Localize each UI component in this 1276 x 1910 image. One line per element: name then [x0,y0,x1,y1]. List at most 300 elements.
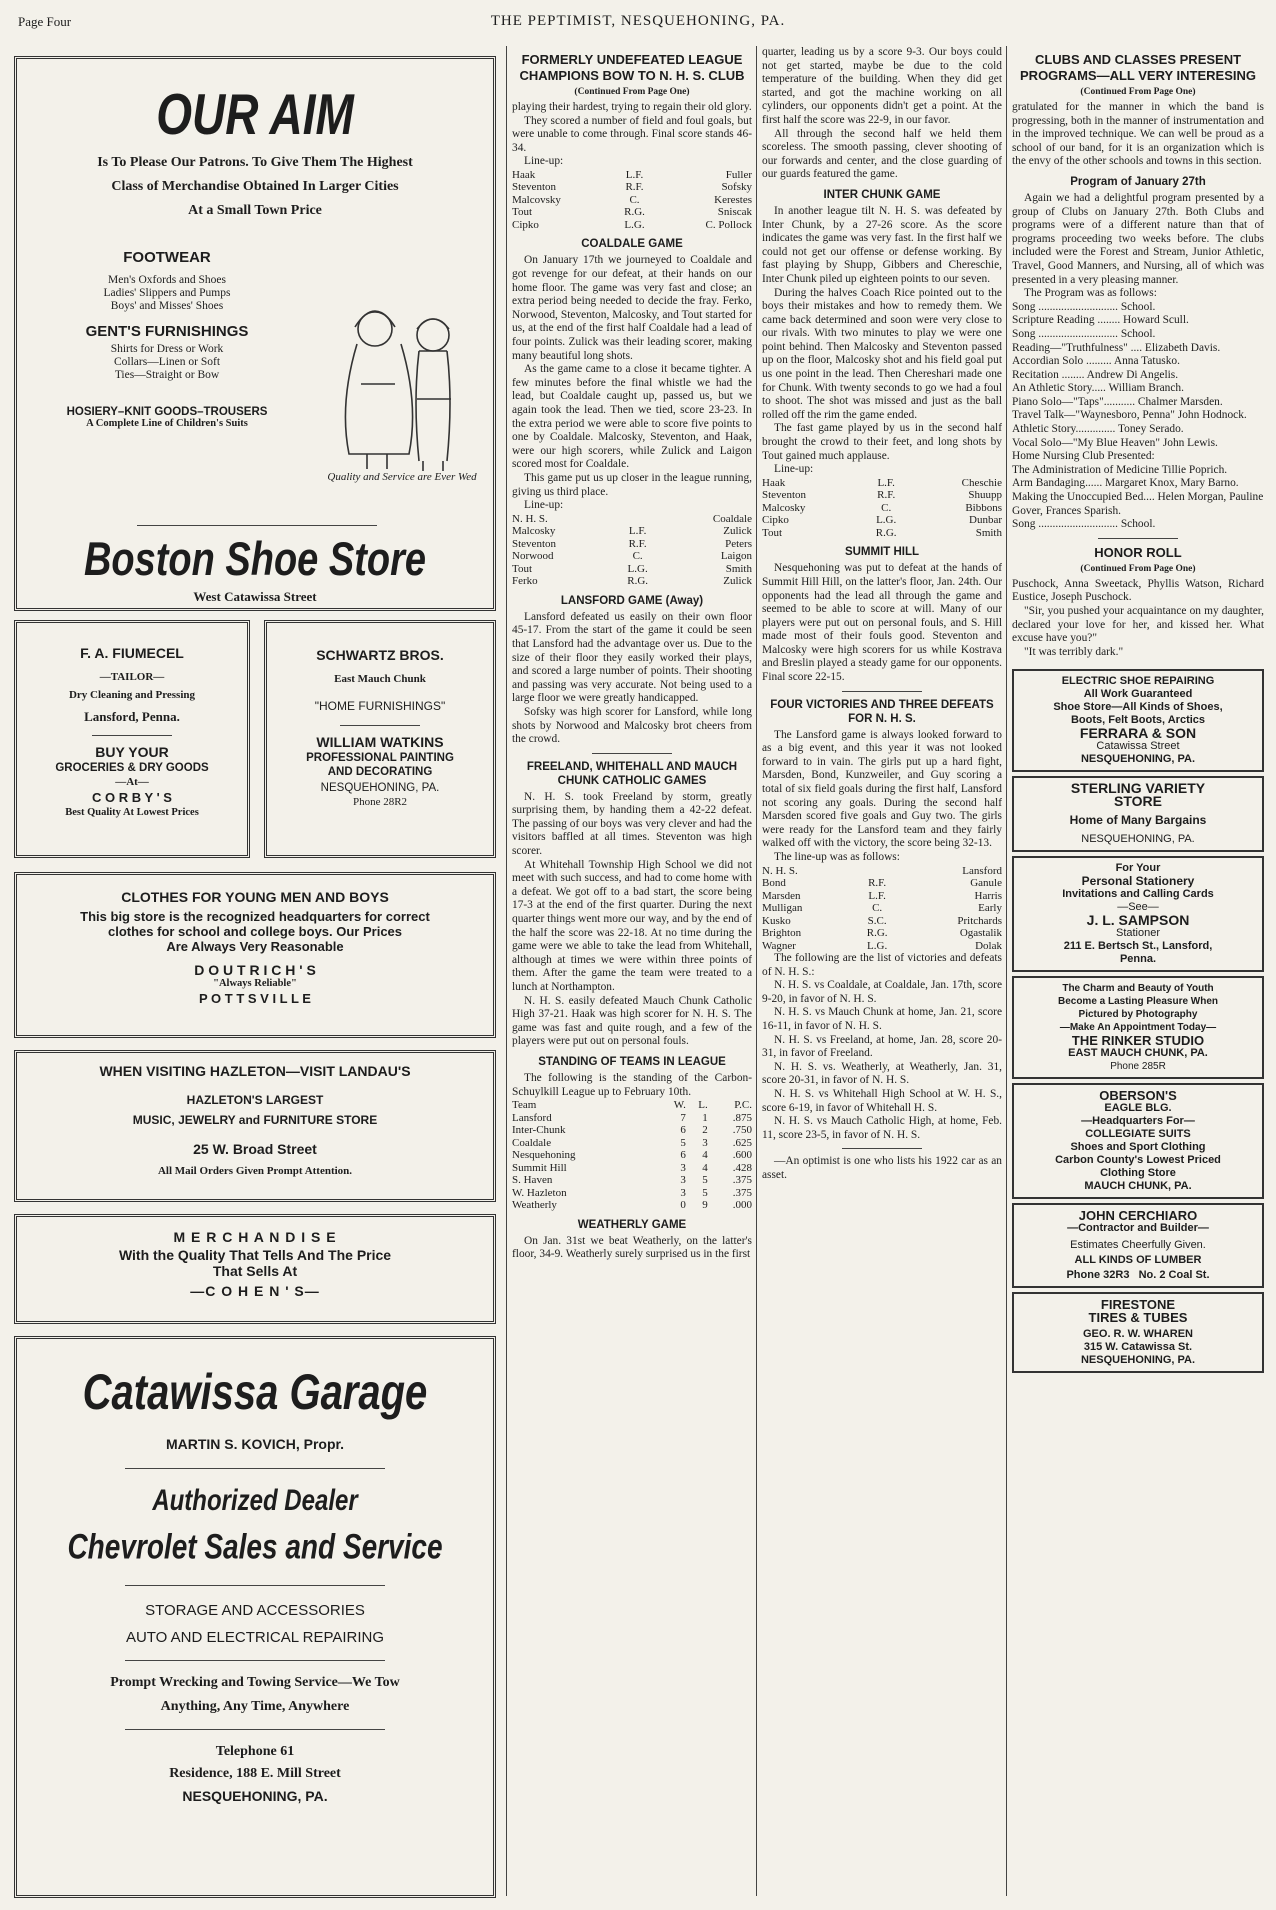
table-cell: C. [881,501,892,514]
table-cell: L.G. [867,939,888,952]
table-cell: R.G. [627,575,649,588]
table-cell: R.F. [628,537,647,550]
section-headline: FOUR VICTORIES AND THREE DEFEATS FOR N. H. S. [770,698,994,725]
program-item: Making the Unoccupied Bed.... Helen Morgan, Pauline Gover, Frances Sparish. [1012,491,1264,517]
cerchiaro-line: ALL KINDS OF LUMBER [1074,1254,1202,1267]
table-cell: L.F. [625,168,644,181]
section-headline: SUMMIT HILL [844,546,920,559]
ferrara-name: FERRARA & SON [1079,725,1197,742]
table-header-cell: N. H. S. [762,864,798,877]
table-row [762,927,1002,940]
garage-line: Prompt Wrecking and Towing Service—We Tow [110,1675,400,1690]
garage-phone: Telephone 61 [215,1744,295,1759]
table-header-cell [614,513,662,526]
fiumecel-name: F. A. FIUMECEL [80,645,184,661]
table-row [512,1162,752,1175]
program-item: The Administration of Medicine Tillie Poprich. [1012,463,1228,476]
footwear-line: Men's Oxfords and Shoes [107,274,227,286]
sampson-line: Penna. [1119,953,1157,966]
article-headline: HONOR ROLL [1094,544,1182,560]
sports-column [512,46,752,1896]
garage-proprietor: MARTIN S. KOVICH, Propr. [165,1436,345,1452]
table-cell: Bond [762,877,786,890]
table-cell: Marsden [762,889,801,902]
article-paragraph: "Sir, you pushed your acquaintance on my daughter, declared your love for her, and kissed her. What excuse have you?" [1012,605,1264,645]
table-cell: Mulligan [762,902,803,915]
table-row [512,1137,752,1150]
gents-furnishings-heading: GENT'S FURNISHINGS [85,323,249,340]
illustration-caption: Quality and Service are Ever Wed [327,471,477,483]
program-item: Reading—"Truthfulness" .... Elizabeth Davis. [1012,341,1221,354]
table-cell: Steventon [512,537,556,550]
table-row [512,1199,752,1212]
table-cell: L.F. [868,889,886,902]
table-cell: 2 [702,1124,708,1137]
table-cell: Dolak [975,939,1002,952]
table-cell: 6 [680,1124,686,1137]
oberson-line: —Headquarters For— [1081,1115,1195,1128]
table-cell: L.F. [628,525,647,538]
table-header-cell: Coaldale [712,512,752,525]
garage-line: NESQUEHONING, PA. [182,1788,328,1804]
wharen-line: 315 W. Catawissa St. [1083,1341,1193,1354]
table-cell: Kusko [762,914,791,927]
table-cell: Brighton [762,927,802,940]
ferrara-line: NESQUEHONING, PA. [1080,753,1196,766]
cerchiaro-phone: Phone 32R3 [1066,1269,1130,1282]
watkins-line: AND DECORATING [327,766,433,778]
table-cell: 5 [702,1186,708,1199]
divider [842,691,922,692]
program-item: Vocal Solo—"My Blue Heaven" John Lewis. [1012,436,1218,449]
table-cell: Inter-Chunk [512,1124,566,1137]
article-paragraph: The Lansford game is always looked forward to as a big event, and this year it was not looked forward to in vain. The girls put up a hard fight, Marsden, Bond, Kunzweiler, and Guy scoring a total of six field goals during the first half, Lansford not scoring any goals. During the second half Marsden scored five goals and Guy two. The girls were ready for the Lansford team and they fairly walked off with the victory, the score being 32-13. [762,728,1002,850]
lineup-table [762,865,1002,953]
article-paragraph: "It was terribly dark." [1024,645,1124,658]
landau-line: 25 W. Broad Street [193,1141,317,1157]
gents-line: Ties—Straight or Bow [114,369,220,381]
landau-line: MUSIC, JEWELRY and FURNITURE STORE [132,1113,378,1127]
table-cell: S.C. [867,914,887,927]
table-cell: R.F. [868,877,887,890]
program-item: An Athletic Story..... William Branch. [1012,382,1184,395]
doutrich-name: D O U T R I C H ' S [194,962,316,978]
program-item: Accordian Solo ......... Anna Tatusko. [1012,355,1180,368]
section-headline: LANSFORD GAME (Away) [560,594,704,607]
doutrich-line: clothes for school and college boys. Our Prices [107,924,403,939]
fiumecel-line: —TAILOR— [99,671,165,683]
program-item: Home Nursing Club Presented: [1012,450,1155,463]
table-row [762,915,1002,928]
table-row [512,1187,752,1200]
oberson-line: Carbon County's Lowest Priced [1055,1154,1221,1167]
table-cell: Weatherly [512,1199,557,1212]
table-cell: .375 [732,1174,752,1187]
table-cell: Steventon [512,181,556,194]
article-paragraph: gratulated for the manner in which the band is progressing, both in the manner of instrumentation and in the improved technique. We can well be proud as a school of our band, for it is an organization which is the envy of the other schools and towns in this section. [1012,101,1264,168]
table-row [762,877,1002,890]
table-cell: 5 [702,1174,708,1187]
wharen-line: TIRES & TUBES [1088,1310,1188,1326]
cohen-line: M E R C H A N D I S E [173,1229,337,1245]
doutrich-ad [14,872,496,1038]
table-cell: Zulick [723,575,752,588]
cerchiaro-ad [1012,1203,1264,1288]
table-cell: 0 [680,1199,686,1212]
boston-shoe-store-ad [14,56,496,611]
table-header-cell: Lansford [962,864,1002,877]
article-paragraph: playing their hardest, trying to regain their old glory. [512,101,752,113]
table-row [762,514,1002,527]
program-item: Scripture Reading ........ Howard Scull. [1012,314,1189,327]
table-header-cell: L. [698,1099,708,1112]
table-cell: Malcovsky [512,193,561,206]
table-row [512,538,752,551]
rinker-line: —Make An Appointment Today— [1059,1022,1217,1034]
table-cell: R.F. [625,181,644,194]
table-cell: Nesquehoning [512,1149,576,1162]
table-cell: C. Pollock [705,218,752,231]
schwartz-line: East Mauch Chunk [334,673,426,685]
table-row [512,1174,752,1187]
rinker-line: Phone 285R [1110,1061,1166,1073]
table-row [512,1124,752,1137]
table-cell: C. [632,550,643,563]
doutrich-line: P O T T S V I L L E [199,991,311,1006]
program-item: Travel Talk—"Waynesboro, Penna" John Hodnock. [1012,409,1247,422]
program-item: Recitation ........ Andrew Di Angelis. [1012,368,1179,381]
continued-note: (Continued From Page One) [574,87,690,97]
table-header-row [512,513,752,526]
footwear-line: Ladies' Slippers and Pumps [103,287,231,299]
rinker-ad [1012,976,1264,1079]
table-cell: Ogastalik [959,927,1002,940]
watkins-line: PROFESSIONAL PAINTING [306,752,454,764]
sampson-line: —See— [1117,901,1159,914]
sampson-line: For Your [1115,862,1161,875]
article-paragraph: As the game came to a close it became tighter. A few minutes before the final whistle we had the lead, but Coaldale caught up, passed us, but we again took the lead. Then we tied, score 23-23. In the extra period we were able to score five points to one by Coaldale. Malcosky, Steventon, and Haak, were our high scorers, while Zulick and Laigon scored most for Coaldale. [512,363,752,471]
table-cell: 4 [702,1149,708,1162]
article-paragraph: The fast game played by us in the second half brought the crowd to their feet, and long shots by Tout gained much applause. [762,422,1002,462]
oberson-ad [1012,1083,1264,1199]
column-rule [506,46,507,1896]
gents-line: Shirts for Dress or Work [110,343,224,355]
table-header-row [512,1099,752,1112]
landau-line: WHEN VISITING HAZLETON—VISIT LANDAU'S [99,1063,411,1079]
divider [592,753,672,754]
childrens-suits-line: A Complete Line of Children's Suits [86,418,248,429]
ferrara-line: Shoe Store—All Kinds of Shoes, [1053,701,1223,714]
article-paragraph: Nesquehoning was put to defeat at the hands of Summit Hill Hill, on the latter's floor, Jan. 24th. Our opponents had the lead all through the game and seemed to be able to score at will. Many of our players were put out on personal fouls, and S. Hill made most of their fouls good. Steventon and Malcosky were high scorers for us while Kostrava and Breslin played a steady game for our opponents. Final score 22-15. [762,562,1002,684]
table-cell: .375 [732,1186,752,1199]
oberson-line: EAGLE BLG. [1104,1102,1172,1115]
table-cell: Ferko [512,575,538,588]
article-paragraph: During the halves Coach Rice pointed out to the boys their mistakes and how to remedy them. We came back determined and soon were very close to our rivals. With two minutes to play we were one point behind. Then Malcosky and Steventon passed up on the floor, Malcosky shot and his field goal put us one point in the lead. Then Chereshari made one for Chunk. With twenty seconds to go we had a foul to shoot. The shot was missed and just as the ball rolled off the rim the game ended. [762,286,1002,421]
footwear-heading: FOOTWEAR [123,249,211,266]
article-paragraph: The following are the list of victories and defeats of N. H. S.: [762,952,1002,978]
table-cell: Pritchards [957,914,1002,927]
article-paragraph: On January 17th we journeyed to Coaldale and got revenge for our defeat, at their hands on our home floor. The game was very fast and close; an extra period being needed to decide the fray. Ferko, Norwood, Steventon, Malcosky, and Tout started for us, at the end of the first half Coaldale had a lead of four points. Zulick was their leading scorer, making many beautiful long shots. [512,254,752,362]
section-headline: WEATHERLY GAME [577,1218,687,1231]
rinker-line: The Charm and Beauty of Youth [1062,983,1214,995]
article-paragraph: The Program was as follows: [1024,287,1157,300]
table-cell: L.G. [627,562,648,575]
table-cell: Zulick [723,525,752,538]
doutrich-line: Are Always Very Reasonable [166,939,344,954]
table-cell: Cheschie [961,476,1002,489]
article-paragraph: All through the second half we held them scoreless. The smooth passing, clever shooting of our forwards and center, and the close guarding of our guards featured the game. [762,127,1002,181]
rinker-name: THE RINKER STUDIO [1071,1033,1205,1049]
table-cell: Wagner [762,939,796,952]
table-cell: R.G. [875,526,897,539]
table-cell: Lansford [512,1111,552,1124]
table-cell: Coaldale [512,1136,552,1149]
rinker-line: EAST MAUCH CHUNK, PA. [1068,1047,1208,1060]
article-paragraph: At Whitehall Township High School we did not meet with such success, and had to come home with a defeat. We got off to a bad start, the score being 17-3 at the end of the first quarter. During the next quarter things went more our way, and by the end of the half the score was 22-18. At no time during the game were we able to take the lead from Whitehall, although at times we were within three points of them. After the game the team were treated to a lunch at Northampton. [512,858,752,993]
table-cell: Bibbons [965,501,1002,514]
corby-line: —At— [115,776,149,788]
garage-line: Anything, Any Time, Anywhere [160,1699,350,1714]
table-cell: Early [978,902,1002,915]
article-paragraph: In another league tilt N. H. S. was defeated by Inter Chunk, by a 27-26 score. As the score indicates the game was very fast. In the first half we could not get our offense or defense working. By fast playing by Shupp, Gibbers and Chereschie, Inter Chunk piled up eighteen points to our seven. [762,204,1002,285]
page-number: Page Four [18,14,72,29]
catawissa-garage-ad [14,1336,496,1898]
table-row [512,219,752,232]
garage-title: Catawissa Garage [82,1365,428,1421]
watkins-phone: Phone 28R2 [352,796,408,808]
table-cell: Shuupp [968,489,1002,502]
oberson-line: Clothing Store [1100,1167,1176,1180]
divider [125,1585,385,1586]
program-item: Song ............................ School. [1012,518,1156,531]
table-row [762,940,1002,953]
article-paragraph: This game put us up closer in the league running, giving us third place. [512,471,752,498]
table-cell: 4 [702,1161,708,1174]
table-cell: Tout [512,562,533,575]
wharen-name: GEO. R. W. WHAREN [1083,1328,1193,1341]
table-cell: Cipko [762,514,789,527]
table-header-cell: P.C. [734,1099,752,1112]
table-row [762,902,1002,915]
oberson-line: MAUCH CHUNK, PA. [1084,1180,1192,1193]
couple-illustration-icon [327,289,477,479]
table-cell: Steventon [762,489,806,502]
table-cell: R.G. [866,927,888,940]
table-cell: Peters [725,537,752,550]
doutrich-line: CLOTHES FOR YOUNG MEN AND BOYS [121,889,389,905]
doutrich-line: "Always Reliable" [213,978,297,989]
watkins-line: NESQUEHONING, PA. [320,782,440,794]
lineup-table [512,169,752,232]
table-row [512,206,752,219]
sampson-line: Personal Stationery [1081,874,1195,889]
sampson-name: J. L. SAMPSON [1086,912,1190,929]
corby-name: C O R B Y ' S [92,790,172,805]
lineup-label: Line-up: [774,463,814,476]
table-row [512,525,752,538]
landau-ad [14,1050,496,1202]
article-paragraph: Lansford defeated us easily on their own floor 45-17. From the start of the game it could be seen that Lansford had the advantage over us. Due to the size of their floor they easily worked their plays, and scored a large number of points. Their shooting and passing was very accurate. Not being used to a large floor we were greatly handicapped. [512,610,752,705]
table-cell: S. Haven [512,1174,553,1187]
column-rule [1006,46,1007,1896]
table-row [512,181,752,194]
table-cell: 1 [702,1111,708,1124]
sampson-line: Stationer [1115,927,1161,940]
article-headline: CLUBS AND CLASSES PRESENT PROGRAMS—ALL VERY INTERESING [1020,52,1256,83]
table-cell: Fuller [725,168,752,181]
table-cell: Harris [974,889,1002,902]
wharen-line: FIRESTONE [1100,1297,1176,1313]
section-headline: FREELAND, WHITEHALL AND MAUCH CHUNK CATHOLIC GAMES [526,760,738,787]
program-item: Song ............................ School. [1012,327,1156,340]
article-paragraph: —An optimist is one who lists his 1922 car as an asset. [762,1155,1002,1181]
program-item: Song ............................ School. [1012,300,1156,313]
divider [125,1660,385,1661]
table-row [512,575,752,588]
article-paragraph: Again we had a delightful program presented by a group of Clubs on January 27th. Both Clubs and programs were of a different nature than that of programs proceeding two weeks before. The clubs included were the Forest and Stream, Junior Athletic, Travel, Good Manners, and Nursing, all of which was presented in a very pleasing manner. [1012,191,1264,286]
rinker-line: Become a Lasting Pleasure When [1057,996,1219,1008]
aim-line-2: Class of Merchandise Obtained In Larger Cities [111,179,399,194]
divider [340,725,420,726]
hosiery-line: HOSIERY–KNIT GOODS–TROUSERS [66,406,268,418]
watkins-name: WILLIAM WATKINS [316,734,444,750]
cohen-line: With the Quality That Tells And The Price [118,1247,392,1263]
landau-line: All Mail Orders Given Prompt Attention. [157,1165,353,1177]
table-row [762,477,1002,490]
table-cell: .875 [732,1111,752,1124]
cohen-ad [14,1214,496,1324]
table-cell: .428 [732,1161,752,1174]
table-header-row [762,865,1002,878]
table-cell: 7 [680,1111,686,1124]
table-cell: Kerestes [714,193,752,206]
lineup-table [512,513,752,588]
column-rule [756,46,757,1896]
article-paragraph: N. H. S. vs. Weatherly, at Weatherly, Jan. 31, score 20-31, in favor of N. H. S. [762,1060,1002,1087]
table-cell: Sofsky [721,181,752,194]
standings-table [512,1099,752,1212]
table-cell: C. [872,902,883,915]
program-item: Piano Solo—"Taps"........... Chalmer Marsden. [1012,395,1223,408]
table-cell: Malcosky [762,501,806,514]
article-paragraph: Sofsky was high scorer for Lansford, while long shots by Norwood and Malcosky brot cheers from the crowd. [512,705,752,746]
lineup-label: Line-up: [524,499,564,512]
table-row [512,169,752,182]
table-cell: Smith [725,562,752,575]
table-cell: .000 [732,1199,752,1212]
sampson-line: 211 E. Bertsch St., Lansford, [1063,940,1213,953]
article-paragraph: N. H. S. easily defeated Mauch Chunk Catholic High 37-21. Haak was high scorer for N. H. S. The game was fast and quite rough, and a few of the players were put out on personal fouls. [512,994,752,1048]
cerchiaro-name: JOHN CERCHIARO [1078,1208,1198,1224]
table-cell: L.G. [624,218,645,231]
landau-line: HAZLETON'S LARGEST [186,1093,324,1107]
table-row [512,1149,752,1162]
aim-line-1: Is To Please Our Patrons. To Give Them The Highest [97,155,413,170]
doutrich-line: This big store is the recognized headquarters for correct [80,909,430,924]
article-paragraph: They scored a number of field and foul goals, but were unable to come through. Final score stands 46-34. [512,114,752,154]
chevrolet-line: Chevrolet Sales and Service [67,1527,443,1566]
page-header [0,0,1276,40]
garage-line: STORAGE AND ACCESSORIES [145,1602,365,1619]
wharen-line: NESQUEHONING, PA. [1080,1354,1196,1367]
garage-line: AUTO AND ELECTRICAL REPAIRING [125,1629,385,1646]
table-cell: 3 [702,1136,708,1149]
sampson-ad [1012,856,1264,972]
clubs-column [1012,46,1264,1896]
sterling-line: Home of Many Bargains [1069,813,1207,828]
aim-line-3: At a Small Town Price [188,203,322,218]
table-cell: Haak [512,168,536,181]
article-paragraph: quarter, leading us by a score 9-3. Our boys could not get started, maybe be due to the cold temperature of the building. When they did get started, and got the machine working on all cylinders, our opponents didn't get a point. At the first half the score was 22-9, in our favor. [762,46,1002,126]
cerchiaro-address: No. 2 Coal St. [1138,1269,1210,1282]
section-headline: INTER CHUNK GAME [823,188,941,201]
table-row [512,194,752,207]
ferrara-ad [1012,669,1264,772]
table-cell: 9 [702,1199,708,1212]
sterling-ad [1012,776,1264,852]
rinker-line: Pictured by Photography [1078,1009,1198,1021]
divider [842,1148,922,1149]
article-paragraph: N. H. S. vs Mauch Chunk at home, Jan. 21, score 16-11, in favor of N. H. S. [762,1006,1002,1033]
section-headline: Program of January 27th [1070,175,1206,188]
table-row [512,1112,752,1125]
table-cell: L.G. [876,514,897,527]
article-paragraph: N. H. S. vs Coaldale, at Coaldale, Jan. 17th, score 9-20, in favor of N. H. S. [762,979,1002,1005]
article-headline: FORMERLY UNDEFEATED LEAGUE CHAMPIONS BOW TO N. H. S. CLUB [519,52,745,83]
cerchiaro-line: Estimates Cheerfully Given. [1070,1239,1206,1252]
table-cell: Smith [975,526,1002,539]
table-row [762,502,1002,515]
sampson-line: Invitations and Calling Cards [1062,888,1214,901]
continued-note: (Continued From Page One) [1080,87,1196,97]
our-aim-title: OUR AIM [156,81,354,147]
table-cell: Dunbar [969,514,1002,527]
cohen-name: —C O H E N ' S— [190,1283,320,1299]
table-cell: R.G. [624,206,645,219]
fiumecel-line: Dry Cleaning and Pressing [68,689,195,701]
section-headline: STANDING OF TEAMS IN LEAGUE [538,1055,726,1068]
divider [137,525,377,526]
table-cell: .625 [732,1136,752,1149]
table-cell: Cipko [512,218,539,231]
table-cell: Summit Hill [512,1161,567,1174]
schwartz-name: SCHWARTZ BROS. [316,647,444,663]
ferrara-line: All Work Guaranteed [1083,688,1193,701]
program-item: Athletic Story.............. Toney Serado. [1012,423,1184,436]
oberson-line: Shoes and Sport Clothing [1070,1141,1206,1154]
ferrara-line: Boots, Felt Boots, Arctics [1070,714,1206,727]
garage-line: Residence, 188 E. Mill Street [169,1766,341,1781]
table-cell: .750 [732,1124,752,1137]
sterling-line: NESQUEHONING, PA. [1081,833,1195,846]
lineup-label: Line-up: [524,155,564,168]
lineup-table [762,477,1002,540]
table-cell: .600 [732,1149,752,1162]
sterling-line: STERLING VARIETY [1070,780,1206,797]
divider [125,1468,385,1469]
boston-shoe-store-name: Boston Shoe Store [83,533,427,587]
ferrara-line: ELECTRIC SHOE REPAIRING [1061,675,1215,688]
table-header-cell [854,865,901,878]
article-paragraph: Puschock, Anna Sweetack, Phyllis Watson, Richard Eustice, Joseph Puschock. [1012,577,1264,604]
corby-line: GROCERIES & DRY GOODS [55,762,209,774]
divider [125,1729,385,1730]
lineup-label: The line-up was as follows: [774,851,900,863]
article-paragraph: On Jan. 31st we beat Weatherly, on the latter's floor, 34-9. Weatherly surely surprised us in the first [512,1234,752,1261]
table-cell: Haak [762,476,786,489]
table-header-cell: N. H. S. [512,512,548,525]
oberson-name: OBERSON'S [1099,1088,1177,1104]
